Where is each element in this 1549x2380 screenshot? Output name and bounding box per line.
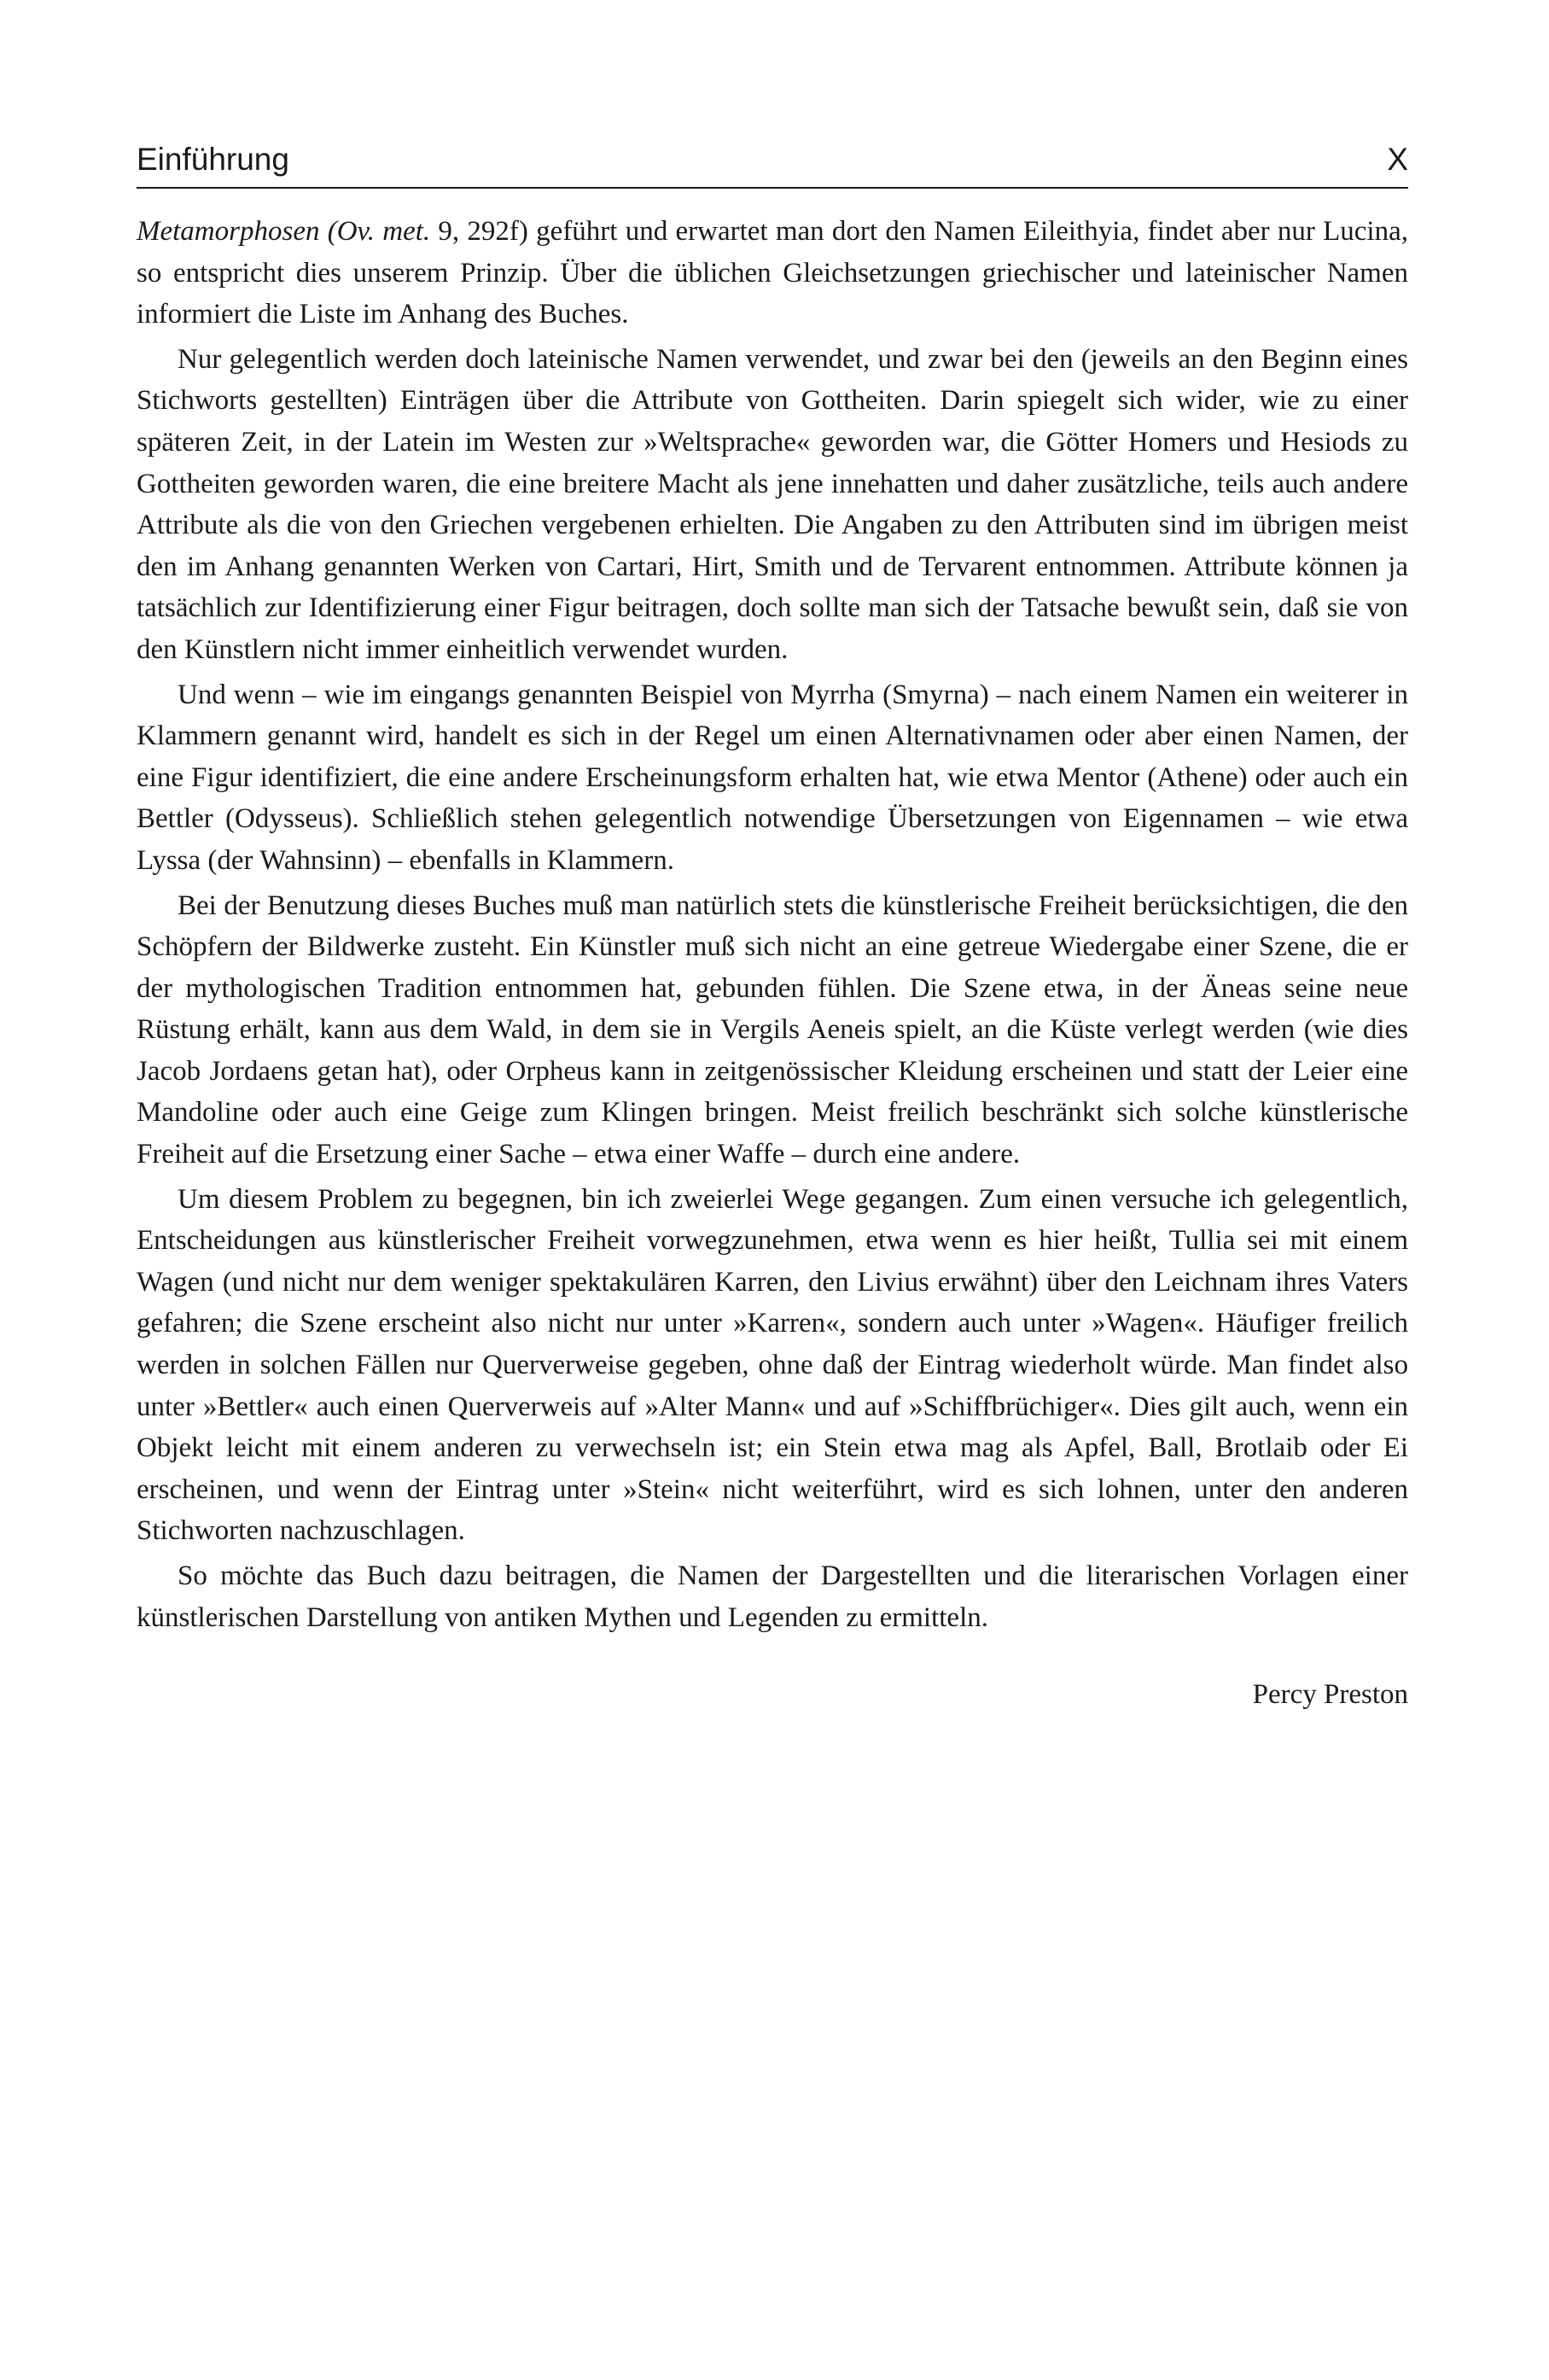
paragraph: Und wenn – wie im eingangs genannten Beispiel von Myrrha (Smyrna) – nach einem Namen ein weiterer in Klammern genannt wird, handelt es sich in der Regel um einen Alternativnamen oder aber einen Namen, der eine Figur identifiziert, die eine andere Erscheinungsform erhalten hat, wie etwa Mentor (Athene) oder auch ein Bettler (Odysseus). Schließlich stehen gelegentlich notwendige Übersetzungen von Eigennamen – wie etwa Lyssa (der Wahnsinn) – ebenfalls in Klammern.	[137, 679, 1408, 876]
body-text	[137, 211, 1408, 1638]
page-number: X	[1387, 142, 1408, 177]
paragraph: Bei der Benutzung dieses Buches muß man natürlich stets die künstlerische Freiheit berücksichtigen, die den Schöpfern der Bildwerke zusteht. Ein Künstler muß sich nicht an eine getreue Wiedergabe einer Szene, die er der mythologischen Tradition entnommen hat, gebunden fühlen. Die Szene etwa, in der Äneas seine neue Rüstung erhält, kann aus dem Wald, in dem sie in Vergils Aeneis spielt, an die Küste verlegt werden (wie dies Jacob Jordaens getan hat), oder Orpheus kann in zeitgenössischer Kleidung erscheinen und statt der Leier eine Mandoline oder auch eine Geige zum Klingen bringen. Meist freilich beschränkt sich solche künstlerische Freiheit auf die Ersetzung einer Sache – etwa einer Waffe – durch eine andere.	[137, 890, 1408, 1170]
chapter-title: Einführung	[137, 142, 289, 177]
paragraph-text: 9, 292f) geführt und erwartet man dort den Namen Eileithyia, findet aber nur Lucina, so entspricht dies unserem Prinzip. Über die üblichen Gleichsetzungen griechischer und lateinischer Namen informiert die Liste im Anhang des Buches.	[137, 216, 1408, 330]
page	[137, 143, 1408, 1711]
paragraph: Nur gelegentlich werden doch lateinische Namen verwendet, und zwar bei den (jeweils an den Beginn eines Stichworts gestellten) Einträgen über die Attribute von Gottheiten. Darin spiegelt sich wider, wie zu einer späteren Zeit, in der Latein im Westen zur »Weltsprache« geworden war, die Götter Homers und Hesiods zu Gottheiten geworden waren, die eine breitere Macht als jene innehatten und daher zusätzliche, teils auch andere Attribute als die von den Griechen vergebenen erhielten. Die Angaben zu den Attributen sind im übrigen meist den im Anhang genannten Werken von Cartari, Hirt, Smith und de Tervarent entnommen. Attribute können ja tatsächlich zur Identifizierung einer Figur beitragen, doch sollte man sich der Tatsache bewußt sein, daß sie von den Künstlern nicht immer einheitlich verwendet wurden.	[137, 343, 1408, 665]
paragraph	[137, 211, 1408, 335]
paragraph: Um diesem Problem zu begegnen, bin ich zweierlei Wege gegangen. Zum einen versuche ich gelegentlich, Entscheidungen aus künstlerischer Freiheit vorwegzunehmen, etwa wenn es hier heißt, Tullia sei mit einem Wagen (und nicht nur dem weniger spektakulären Karren, den Livius erwähnt) über den Leichnam ihres Vaters gefahren; die Szene erscheint also nicht nur unter »Karren«, sondern auch unter »Wagen«. Häufiger freilich werden in solchen Fällen nur Querverweise gegeben, ohne daß der Eintrag wiederholt würde. Man findet also unter »Bettler« auch einen Querverweis auf »Alter Mann« und auf »Schiffbrüchiger«. Dies gilt auch, wenn ein Objekt leicht mit einem anderen zu verwechseln ist; ein Stein etwa mag als Apfel, Ball, Brotlaib oder Ei erscheinen, und wenn der Eintrag unter »Stein« nicht weiterführt, wird es sich lohnen, unter den anderen Stichworten nachzuschlagen.	[137, 1183, 1408, 1547]
paragraph-italic-lead: Metamorphosen (Ov. met.	[137, 216, 431, 247]
author-signature: Percy Preston	[1252, 1679, 1408, 1711]
paragraph: So möchte das Buch dazu beitragen, die Namen der Dargestellten und die literarischen Vorlagen einer künstlerischen Darstellung von antiken Mythen und Legenden zu ermitteln.	[137, 1560, 1408, 1633]
running-head	[137, 143, 1408, 189]
